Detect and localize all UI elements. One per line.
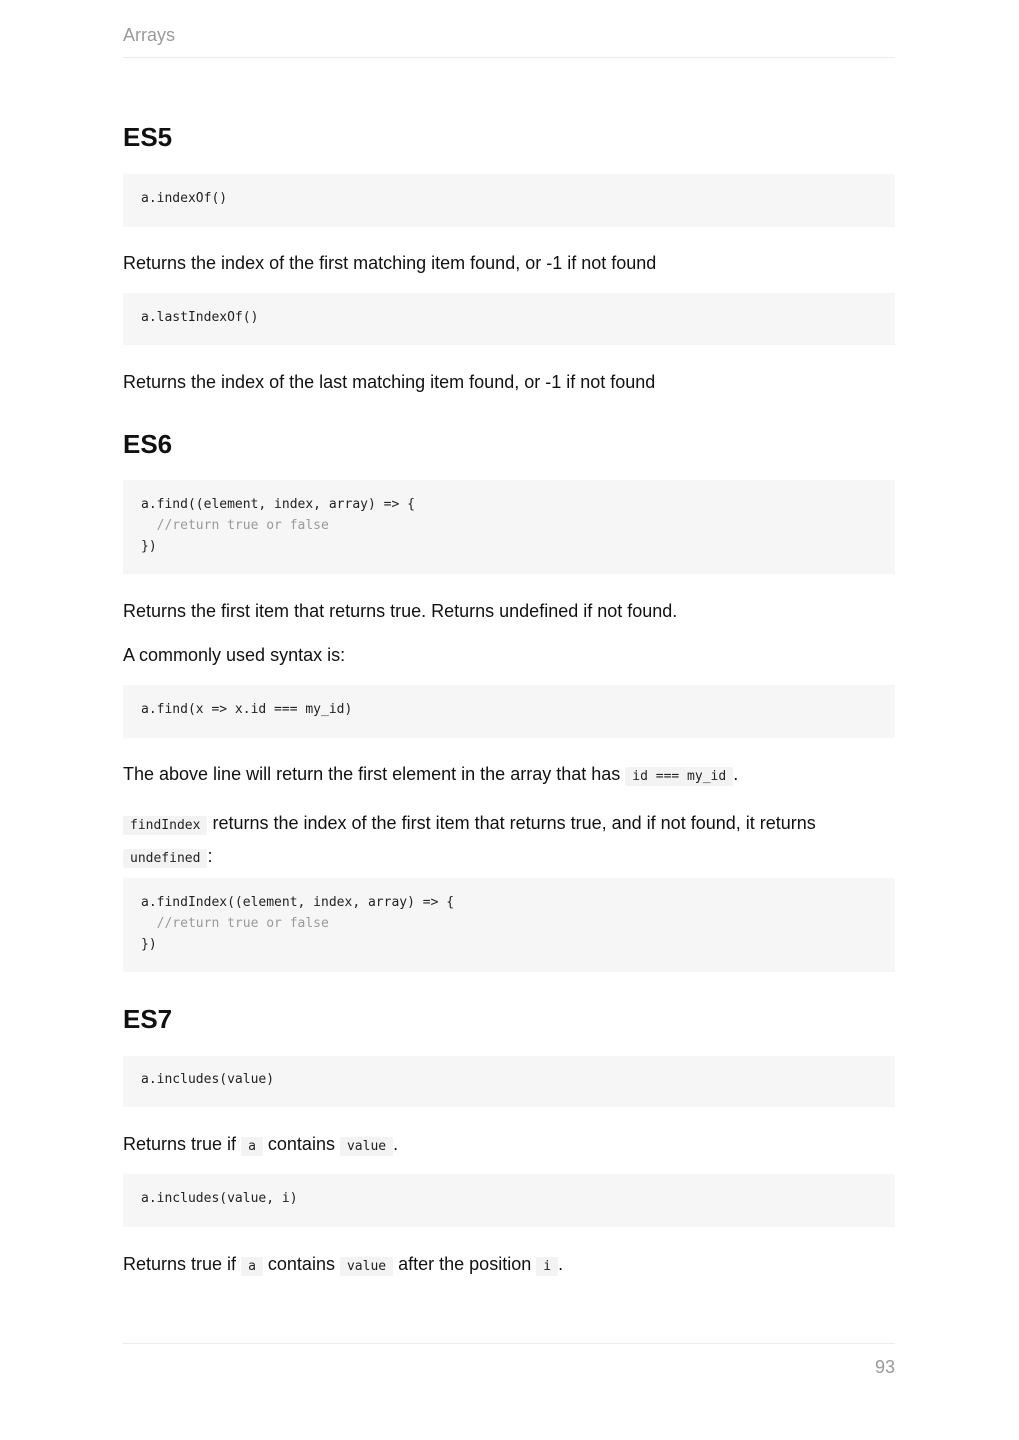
heading-es6: ES6 xyxy=(123,429,173,459)
paragraph-indexof-desc: Returns the index of the first matching item found, or -1 if not found xyxy=(123,253,657,273)
paragraph-find-desc: Returns the first item that returns true. Returns undefined if not found. xyxy=(123,601,678,621)
inline-code: value xyxy=(340,1257,393,1276)
heading-es5: ES5 xyxy=(123,122,173,152)
text-span: contains xyxy=(267,1134,335,1154)
inline-code: value xyxy=(340,1137,393,1156)
text-span: after the position xyxy=(398,1254,532,1274)
code-comment: //return true or false xyxy=(141,518,329,533)
code-line: a.includes(value) xyxy=(141,1072,275,1087)
inline-code: i xyxy=(536,1257,558,1276)
code-line: a.findIndex((element, index, array) => { xyxy=(141,895,455,910)
code-line: a.indexOf() xyxy=(141,191,228,206)
text-span: Returns true if xyxy=(123,1134,237,1154)
text-span: . xyxy=(558,1254,564,1274)
page-footer xyxy=(123,1343,895,1377)
code-block-find xyxy=(123,480,895,574)
text-span: The above line will return the first element in the array that has xyxy=(123,764,621,784)
code-block-includes-position xyxy=(123,1174,895,1227)
code-line: }) xyxy=(141,539,157,554)
text-span: returns the index of the first item that returns true, and if not found, it returns xyxy=(207,813,816,833)
paragraph-includes-desc xyxy=(123,1133,895,1158)
code-block-includes xyxy=(123,1056,895,1107)
code-block-lastindexof xyxy=(123,293,895,345)
code-line: a.find(x => x.id === my_id) xyxy=(141,702,353,717)
inline-code: findIndex xyxy=(123,816,207,835)
text-span: contains xyxy=(267,1254,335,1274)
paragraph-includes-position-desc xyxy=(123,1253,895,1278)
paragraph-findindex-desc xyxy=(123,808,895,874)
paragraph-common-syntax: A commonly used syntax is: xyxy=(123,645,346,665)
text-span: Returns true if xyxy=(123,1254,237,1274)
inline-code: a xyxy=(241,1257,263,1276)
code-block-indexof xyxy=(123,174,895,227)
inline-code: id === my_id xyxy=(625,767,733,786)
code-comment: //return true or false xyxy=(141,916,329,931)
paragraph-above-line xyxy=(123,763,895,788)
inline-code: a xyxy=(241,1137,263,1156)
running-header: Arrays xyxy=(123,24,895,58)
code-block-find-example xyxy=(123,685,895,738)
code-line: a.find((element, index, array) => { xyxy=(141,497,415,512)
text-span: . xyxy=(393,1134,399,1154)
paragraph-lastindexof-desc: Returns the index of the last matching item found, or -1 if not found xyxy=(123,372,656,392)
heading-es7: ES7 xyxy=(123,1004,173,1034)
code-block-findindex xyxy=(123,878,895,972)
text-span: . xyxy=(733,764,739,784)
inline-code: undefined xyxy=(123,849,207,868)
code-line: }) xyxy=(141,937,157,952)
page-number: 93 xyxy=(874,1357,895,1377)
code-line: a.lastIndexOf() xyxy=(141,310,259,325)
code-line: a.includes(value, i) xyxy=(141,1191,298,1206)
text-span: : xyxy=(207,846,213,866)
